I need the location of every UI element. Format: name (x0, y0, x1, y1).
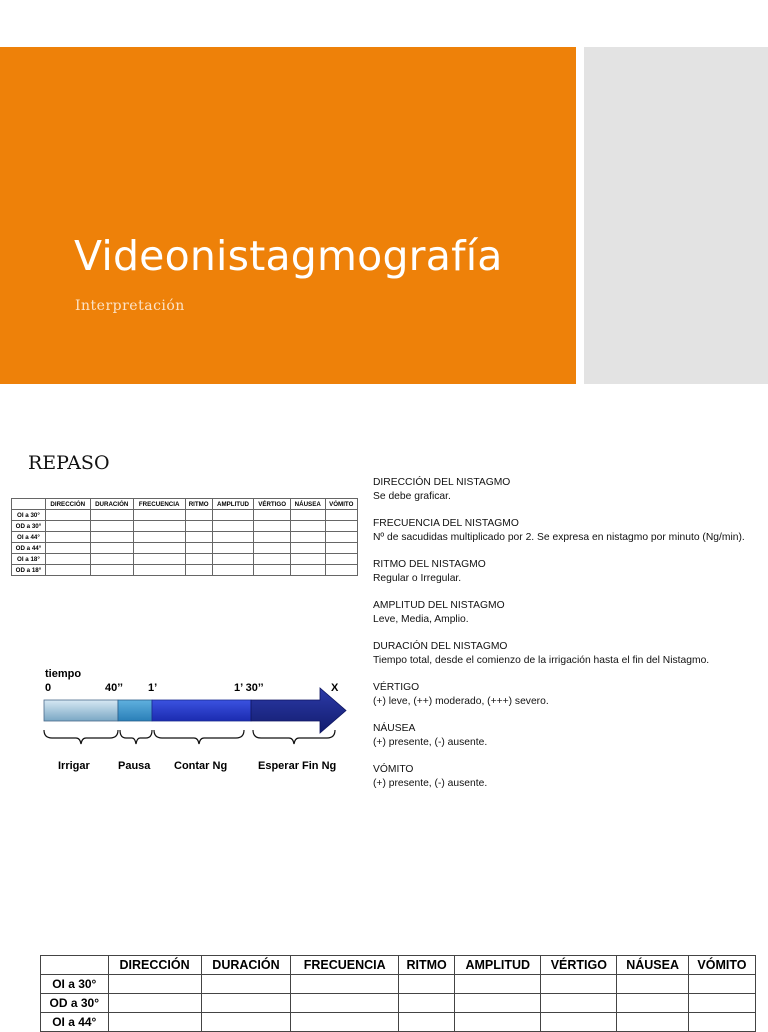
definition-text: Nº de sacudidas multiplicado por 2. Se expresa en nistagmo por minuto (Ng/min). (373, 531, 745, 543)
time-mark: 0 (45, 682, 52, 694)
row-label: OI a 30° (12, 510, 46, 521)
time-mark: 1’ 30’’ (234, 682, 264, 694)
column-header: VÓMITO (688, 956, 755, 975)
column-header: RITMO (185, 499, 212, 510)
definition-duracion (373, 640, 758, 667)
column-header: DIRECCIÓN (108, 956, 201, 975)
definition-heading: DIRECCIÓN DEL NISTAGMO (373, 477, 511, 488)
row-label: OI a 44° (41, 1013, 109, 1032)
column-header: DIRECCIÓN (45, 499, 90, 510)
column-header: FRECUENCIA (133, 499, 185, 510)
table-corner (12, 499, 46, 510)
section-heading: REPASO (28, 452, 110, 474)
definition-heading: VÓMITO (373, 764, 414, 775)
phase-label: Esperar Fin Ng (258, 760, 337, 772)
definition-text: Regular o Irregular. (373, 572, 462, 584)
table-row (12, 565, 358, 576)
column-header: VÉRTIGO (541, 956, 617, 975)
esperar-arrow (251, 688, 346, 733)
time-mark: 40’’ (105, 682, 123, 694)
definition-vertigo (373, 681, 758, 708)
column-header: VÉRTIGO (254, 499, 291, 510)
definition-text: (+) presente, (-) ausente. (373, 777, 488, 789)
time-mark: X (331, 682, 339, 694)
summary-table-small (11, 498, 358, 576)
contar-segment (152, 700, 251, 721)
table-row (12, 543, 358, 554)
row-label: OD a 18° (12, 565, 46, 576)
definition-nausea (373, 722, 758, 749)
definition-text: (+) presente, (-) ausente. (373, 736, 488, 748)
table-row (12, 521, 358, 532)
summary-table-large (40, 955, 756, 1032)
definition-text: (+) leve, (++) moderado, (+++) severo. (373, 695, 549, 707)
slide-title: Videonistagmografía (74, 232, 503, 280)
definition-heading: NÁUSEA (373, 723, 416, 734)
irrigar-segment (44, 700, 118, 721)
table-row (41, 1013, 756, 1032)
brace (154, 730, 244, 744)
column-header: AMPLITUD (212, 499, 254, 510)
row-label: OD a 44° (12, 543, 46, 554)
row-label: OI a 18° (12, 554, 46, 565)
table-row (41, 994, 756, 1013)
definition-heading: DURACIÓN DEL NISTAGMO (373, 641, 508, 652)
definitions-list (373, 476, 758, 804)
table-row (12, 532, 358, 543)
brace (44, 730, 118, 744)
definition-frecuencia (373, 517, 758, 544)
table-row (41, 975, 756, 994)
row-label: OI a 44° (12, 532, 46, 543)
slide-subtitle: Interpretación (75, 298, 185, 314)
table-corner (41, 956, 109, 975)
phase-label: Contar Ng (174, 760, 228, 772)
table-row (12, 510, 358, 521)
row-label: OI a 30° (41, 975, 109, 994)
definition-heading: VÉRTIGO (373, 682, 420, 693)
column-header: NÁUSEA (617, 956, 689, 975)
definition-heading: AMPLITUD DEL NISTAGMO (373, 600, 505, 611)
column-header: FRECUENCIA (291, 956, 399, 975)
pausa-segment (118, 700, 152, 721)
title-background (0, 47, 576, 384)
phase-label: Irrigar (58, 760, 90, 772)
brace (253, 730, 335, 744)
row-label: OD a 30° (12, 521, 46, 532)
definition-text: Tiempo total, desde el comienzo de la irrigación hasta el fin del Nistagmo. (373, 654, 710, 666)
column-header: DURACIÓN (201, 956, 291, 975)
column-header: VÓMITO (325, 499, 357, 510)
definition-vomito (373, 763, 758, 790)
definition-heading: RITMO DEL NISTAGMO (373, 559, 486, 570)
side-panel (584, 47, 768, 384)
definition-heading: FRECUENCIA DEL NISTAGMO (373, 518, 519, 529)
column-header: RITMO (399, 956, 455, 975)
definition-ritmo (373, 558, 758, 585)
column-header: DURACIÓN (90, 499, 133, 510)
definition-text: Leve, Media, Amplio. (373, 613, 469, 625)
time-mark: 1’ (148, 682, 158, 694)
irrigation-timeline (36, 660, 356, 775)
phase-label: Pausa (118, 760, 151, 772)
definition-amplitud (373, 599, 758, 626)
row-label: OD a 30° (41, 994, 109, 1013)
tiempo-label: tiempo (45, 668, 82, 680)
column-header: NÁUSEA (290, 499, 325, 510)
brace (120, 730, 152, 744)
definition-direccion (373, 476, 758, 503)
table-row (12, 554, 358, 565)
column-header: AMPLITUD (455, 956, 541, 975)
definition-text: Se debe graficar. (373, 490, 451, 502)
